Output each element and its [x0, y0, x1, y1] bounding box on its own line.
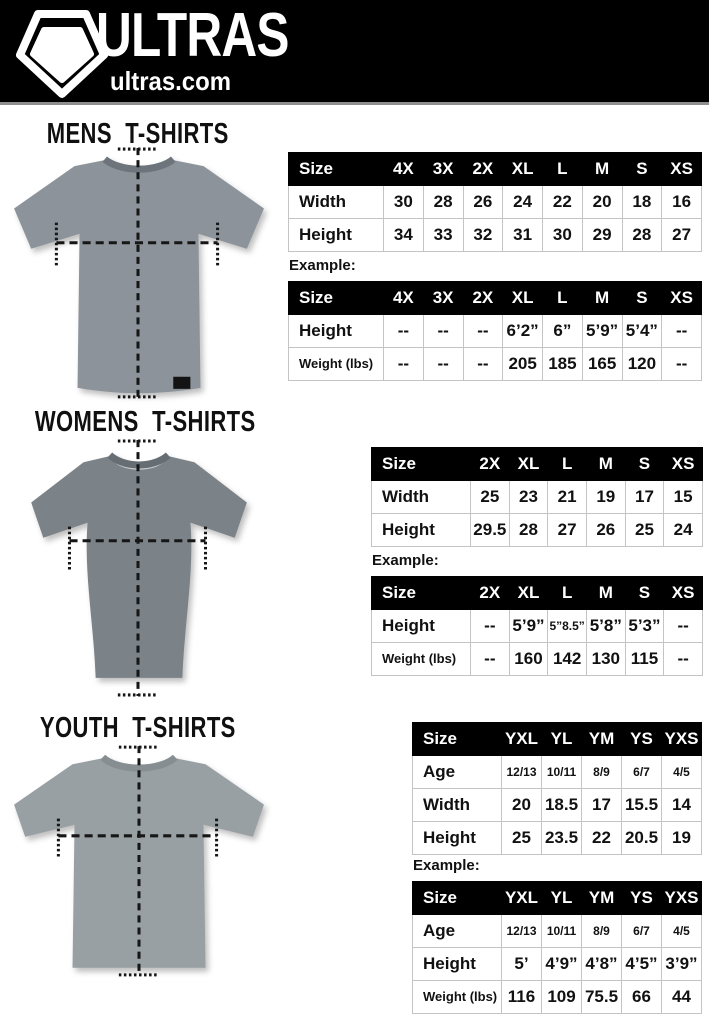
value-cell: --: [471, 610, 510, 643]
value-cell: 75.5: [582, 981, 622, 1014]
header-cell: YM: [582, 723, 622, 756]
value-cell: 17: [582, 789, 622, 822]
value-cell: 20: [582, 186, 622, 219]
table-row: [289, 348, 702, 381]
ultras-pentagon-logo-icon: [16, 5, 108, 99]
value-cell: 20.5: [622, 822, 662, 855]
table-row: [372, 610, 703, 643]
row-label: Height: [413, 822, 502, 855]
table-row: [289, 315, 702, 348]
value-cell: 20: [502, 789, 542, 822]
value-cell: 28: [423, 186, 463, 219]
row-label: Age: [413, 756, 502, 789]
header-cell: S: [622, 282, 662, 315]
value-cell: 30: [543, 219, 583, 252]
table-header-row: [372, 448, 703, 481]
value-cell: 6”: [543, 315, 583, 348]
youth-example-label: Example:: [413, 857, 480, 874]
value-cell: 15: [664, 481, 703, 514]
header-cell: Size: [372, 448, 471, 481]
header-cell: S: [622, 153, 662, 186]
header-cell: Size: [289, 282, 384, 315]
header-cell: XS: [664, 577, 703, 610]
value-cell: 18: [622, 186, 662, 219]
value-cell: 28: [622, 219, 662, 252]
header-cell: M: [582, 153, 622, 186]
value-cell: 115: [625, 643, 664, 676]
value-cell: 12/13: [502, 756, 542, 789]
mens-size-table: [288, 152, 702, 252]
mens-hem-tag: [173, 377, 190, 389]
value-cell: 26: [586, 514, 625, 547]
youth-title: YOUTH T-SHIRTS: [39, 712, 236, 744]
value-cell: 5’8”: [586, 610, 625, 643]
value-cell: 33: [423, 219, 463, 252]
value-cell: 34: [384, 219, 424, 252]
header-cell: YXL: [502, 723, 542, 756]
header-cell: S: [625, 448, 664, 481]
value-cell: 10/11: [542, 915, 582, 948]
value-cell: 66: [622, 981, 662, 1014]
header-cell: XS: [662, 153, 702, 186]
value-cell: 29: [582, 219, 622, 252]
value-cell: 116: [502, 981, 542, 1014]
header-cell: XL: [503, 153, 543, 186]
value-cell: 22: [543, 186, 583, 219]
header-cell: XS: [662, 282, 702, 315]
header-cell: 2X: [471, 448, 510, 481]
row-label: Weight (lbs): [372, 643, 471, 676]
value-cell: 5’9”: [582, 315, 622, 348]
value-cell: --: [463, 348, 503, 381]
value-cell: --: [664, 643, 703, 676]
header-cell: YXS: [662, 723, 702, 756]
value-cell: 3’9”: [662, 948, 702, 981]
header-cell: XL: [503, 282, 543, 315]
womens-example-label: Example:: [372, 552, 439, 569]
header-cell: L: [548, 448, 587, 481]
value-cell: 23: [509, 481, 548, 514]
youth-size-table: [412, 722, 702, 855]
value-cell: 5’4”: [622, 315, 662, 348]
value-cell: 19: [586, 481, 625, 514]
value-cell: 205: [503, 348, 543, 381]
youth-shirt-body: [14, 758, 264, 968]
header-cell: Size: [372, 577, 471, 610]
table-row: [413, 789, 702, 822]
value-cell: 4/5: [662, 915, 702, 948]
value-cell: 28: [509, 514, 548, 547]
value-cell: --: [423, 315, 463, 348]
value-cell: 130: [586, 643, 625, 676]
value-cell: 6/7: [622, 756, 662, 789]
value-cell: 10/11: [542, 756, 582, 789]
table-header-row: [413, 723, 702, 756]
header-cell: XS: [664, 448, 703, 481]
table-row: [372, 514, 703, 547]
value-cell: 4/5: [662, 756, 702, 789]
value-cell: 25: [502, 822, 542, 855]
header-cell: M: [586, 448, 625, 481]
value-cell: 21: [548, 481, 587, 514]
womens-example-table: [371, 576, 703, 676]
value-cell: 4’8”: [582, 948, 622, 981]
value-cell: 185: [543, 348, 583, 381]
mens-shirt-image: [6, 146, 272, 404]
value-cell: 12/13: [502, 915, 542, 948]
header-cell: S: [625, 577, 664, 610]
header-cell: YS: [622, 723, 662, 756]
row-label: Height: [289, 315, 384, 348]
value-cell: 109: [542, 981, 582, 1014]
value-cell: 23.5: [542, 822, 582, 855]
table-row: [372, 643, 703, 676]
value-cell: 120: [622, 348, 662, 381]
value-cell: 25: [471, 481, 510, 514]
row-label: Weight (lbs): [413, 981, 502, 1014]
womens-title: WOMENS T-SHIRTS: [34, 406, 256, 438]
value-cell: 22: [582, 822, 622, 855]
table-row: [413, 981, 702, 1014]
womens-shirt-image: [6, 438, 272, 700]
row-label: Height: [289, 219, 384, 252]
youth-example-table: [412, 881, 702, 1014]
value-cell: --: [463, 315, 503, 348]
value-cell: 165: [582, 348, 622, 381]
table-row: [413, 948, 702, 981]
header-cell: XL: [509, 448, 548, 481]
value-cell: 8/9: [582, 915, 622, 948]
row-label: Width: [289, 186, 384, 219]
mens-example-table: [288, 281, 702, 381]
header-cell: L: [548, 577, 587, 610]
value-cell: 24: [503, 186, 543, 219]
value-cell: 6’2”: [503, 315, 543, 348]
table-row: [289, 219, 702, 252]
row-label: Height: [372, 610, 471, 643]
value-cell: 6/7: [622, 915, 662, 948]
value-cell: 15.5: [622, 789, 662, 822]
header-cell: 2X: [463, 153, 503, 186]
value-cell: 29.5: [471, 514, 510, 547]
table-row: [413, 822, 702, 855]
value-cell: 4’9”: [542, 948, 582, 981]
value-cell: 5’: [502, 948, 542, 981]
header-cell: XL: [509, 577, 548, 610]
value-cell: --: [662, 348, 702, 381]
value-cell: 30: [384, 186, 424, 219]
table-header-row: [413, 882, 702, 915]
row-label: Height: [413, 948, 502, 981]
mens-example-label: Example:: [289, 257, 356, 274]
header-cell: Size: [413, 882, 502, 915]
value-cell: 27: [662, 219, 702, 252]
header-cell: Size: [289, 153, 384, 186]
value-cell: --: [384, 348, 424, 381]
value-cell: 8/9: [582, 756, 622, 789]
header-cell: Size: [413, 723, 502, 756]
table-header-row: [289, 282, 702, 315]
header-cell: YL: [542, 882, 582, 915]
value-cell: 19: [662, 822, 702, 855]
table-row: [372, 481, 703, 514]
table-header-row: [372, 577, 703, 610]
table-row: [413, 756, 702, 789]
header-cell: 2X: [463, 282, 503, 315]
value-cell: 27: [548, 514, 587, 547]
header-cell: M: [586, 577, 625, 610]
row-label: Width: [372, 481, 471, 514]
mens-title: MENS T-SHIRTS: [46, 118, 229, 150]
header-cell: 3X: [423, 282, 463, 315]
header-cell: L: [543, 153, 583, 186]
row-label: Height: [372, 514, 471, 547]
row-label: Age: [413, 915, 502, 948]
value-cell: 160: [509, 643, 548, 676]
value-cell: --: [664, 610, 703, 643]
value-cell: 32: [463, 219, 503, 252]
header-cell: 2X: [471, 577, 510, 610]
value-cell: 14: [662, 789, 702, 822]
brand-name: ULTRAS: [96, 0, 289, 70]
header-cell: YXS: [662, 882, 702, 915]
header-cell: YL: [542, 723, 582, 756]
value-cell: 31: [503, 219, 543, 252]
value-cell: --: [662, 315, 702, 348]
value-cell: 17: [625, 481, 664, 514]
header-cell: 4X: [384, 282, 424, 315]
value-cell: 44: [662, 981, 702, 1014]
table-row: [289, 186, 702, 219]
value-cell: 24: [664, 514, 703, 547]
youth-shirt-image: [6, 744, 272, 980]
header-cell: L: [543, 282, 583, 315]
header-cell: 3X: [423, 153, 463, 186]
value-cell: --: [471, 643, 510, 676]
row-label: Width: [413, 789, 502, 822]
value-cell: 26: [463, 186, 503, 219]
table-header-row: [289, 153, 702, 186]
value-cell: 4’5”: [622, 948, 662, 981]
value-cell: --: [384, 315, 424, 348]
header-bar: [0, 0, 709, 105]
value-cell: --: [423, 348, 463, 381]
header-cell: M: [582, 282, 622, 315]
table-row: [413, 915, 702, 948]
header-cell: 4X: [384, 153, 424, 186]
header-cell: YS: [622, 882, 662, 915]
site-url: ultras.com: [110, 66, 231, 96]
value-cell: 5’3”: [625, 610, 664, 643]
value-cell: 18.5: [542, 789, 582, 822]
header-cell: YM: [582, 882, 622, 915]
value-cell: 142: [548, 643, 587, 676]
header-cell: YXL: [502, 882, 542, 915]
value-cell: 5”8.5”: [548, 610, 587, 643]
value-cell: 16: [662, 186, 702, 219]
row-label: Weight (lbs): [289, 348, 384, 381]
womens-size-table: [371, 447, 703, 547]
value-cell: 5’9”: [509, 610, 548, 643]
value-cell: 25: [625, 514, 664, 547]
